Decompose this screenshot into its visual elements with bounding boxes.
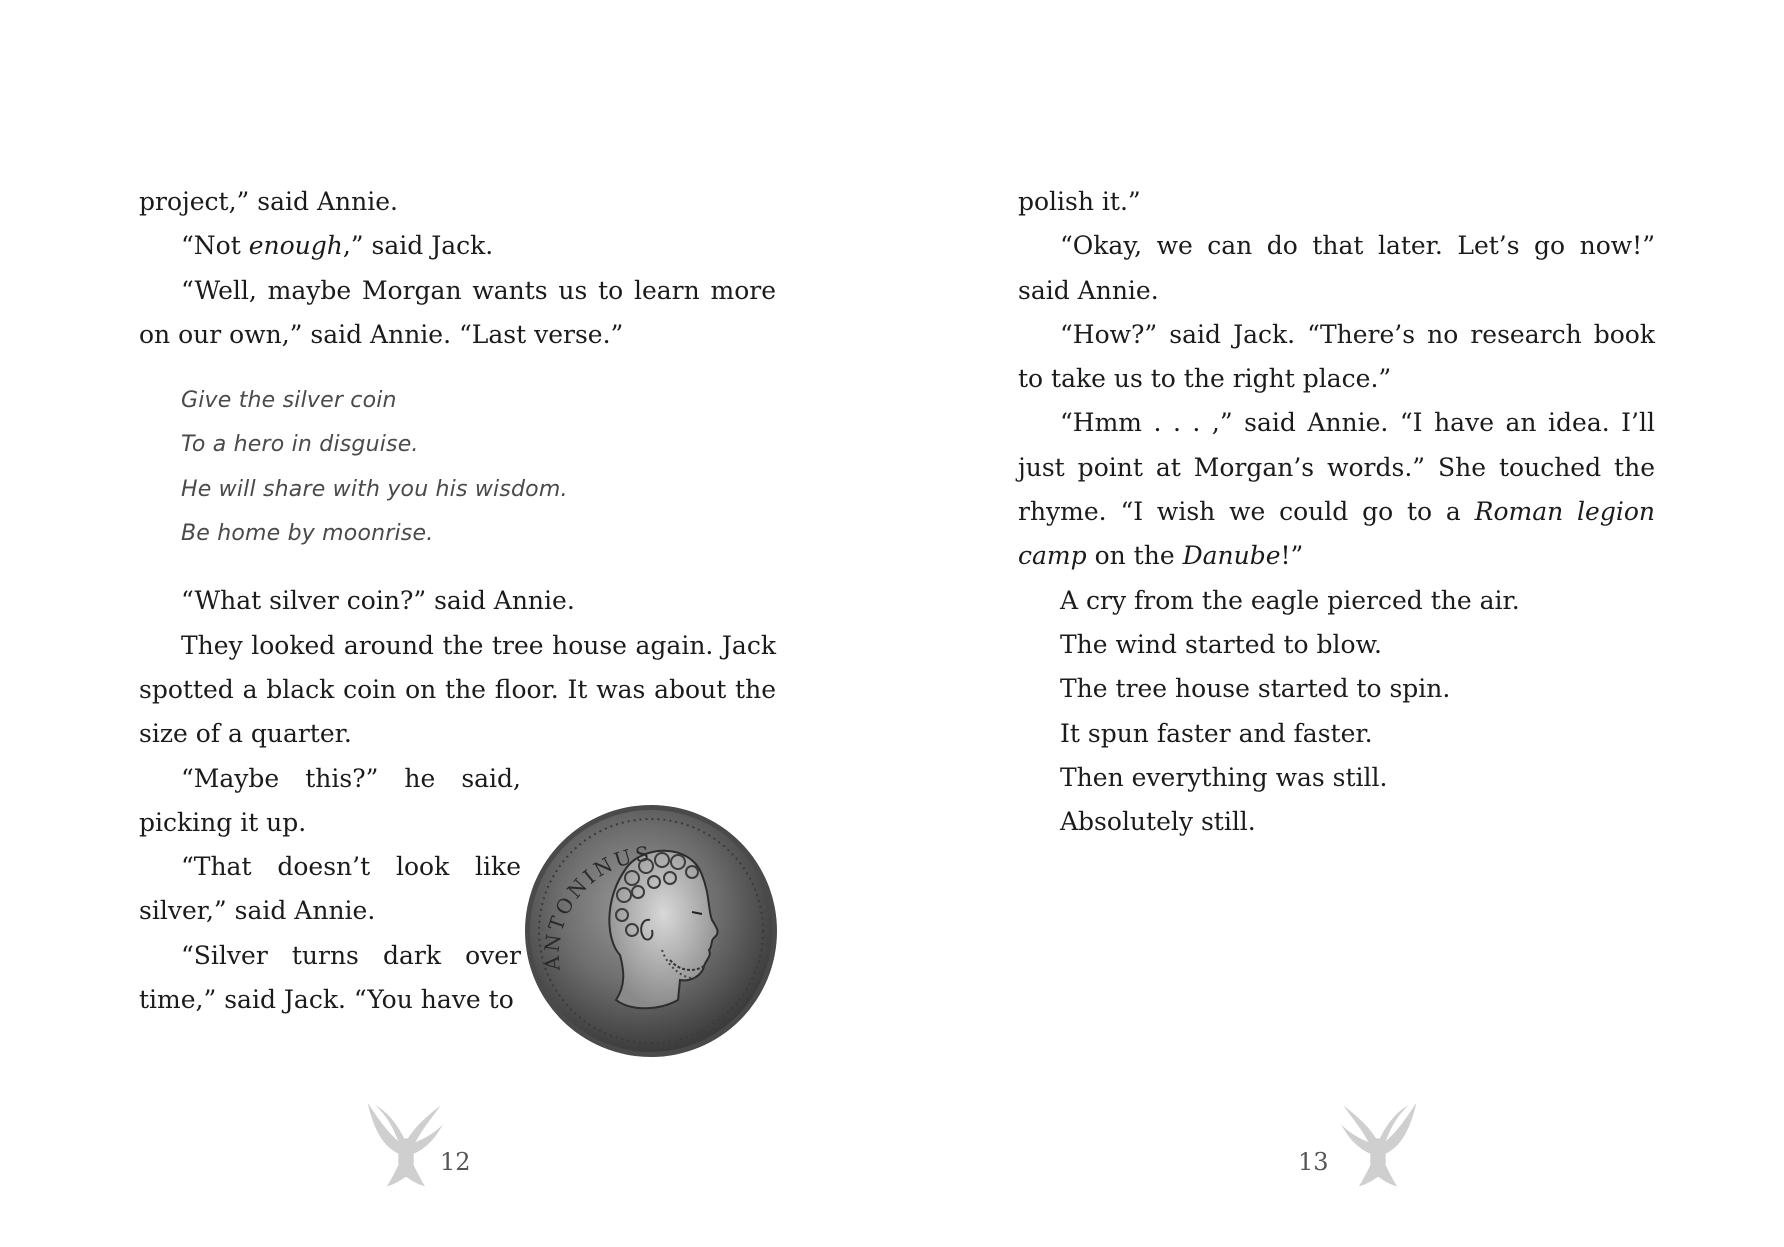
paragraph: “Silver turns dark over time,” said Jack. “You have to [139, 940, 521, 1015]
paragraph: Absolutely still. [1060, 807, 1256, 837]
paragraph: A cry from the eagle pierced the air. [1060, 585, 1520, 615]
paragraph: They looked around the tree house again. Jack spotted a black coin on the floor. It was about the size of a quarter. [139, 630, 776, 749]
rhyme-verse [181, 379, 776, 556]
paragraph: The wind started to blow. [1060, 629, 1382, 659]
page-number: 12 [440, 1148, 471, 1176]
coin-lettering: ANTONINUS [539, 841, 653, 972]
poem-line: To a hero in disguise. [181, 432, 419, 458]
paragraph: “That doesn’t look like silver,” said Annie. [139, 852, 521, 926]
paragraph: “Not enough,” said Jack. [181, 231, 494, 261]
paragraph: It spun faster and faster. [1060, 718, 1373, 748]
paragraph: “How?” said Jack. “There’s no research book to take us to the right place.” [1018, 319, 1655, 394]
poem-line: He will share with you his wisdom. [181, 476, 568, 502]
eagle-icon [1330, 1098, 1426, 1194]
paragraph: The tree house started to spin. [1060, 674, 1451, 704]
eagle-icon [358, 1098, 454, 1194]
paragraph: “Hmm . . . ,” said Annie. “I have an idea. I’ll just point at Morgan’s words.” She touched the rhyme. “I wish we could go to a Roman legion camp on the Danube!” [1018, 408, 1655, 571]
roman-coin-illustration [520, 800, 782, 1062]
paragraph: “What silver coin?” said Annie. [181, 586, 575, 616]
poem-line: Be home by moonrise. [181, 521, 434, 547]
right-page [892, 0, 1784, 1247]
page-number: 13 [1298, 1148, 1329, 1176]
paragraph: Then everything was still. [1060, 762, 1388, 792]
paragraph: “Maybe this?” he said, picking it up. [139, 763, 521, 837]
paragraph: “Well, maybe Morgan wants us to learn more on our own,” said Annie. “Last verse.” [139, 275, 776, 349]
poem-line: Give the silver coin [181, 388, 397, 414]
paragraph: “Okay, we can do that later. Let’s go now!” said Annie. [1018, 231, 1655, 305]
right-page-text [1018, 180, 1655, 844]
page-footer [352, 1098, 472, 1194]
page-footer [1298, 1098, 1432, 1194]
paragraph: polish it.” [1018, 187, 1141, 216]
paragraph: project,” said Annie. [139, 187, 398, 216]
